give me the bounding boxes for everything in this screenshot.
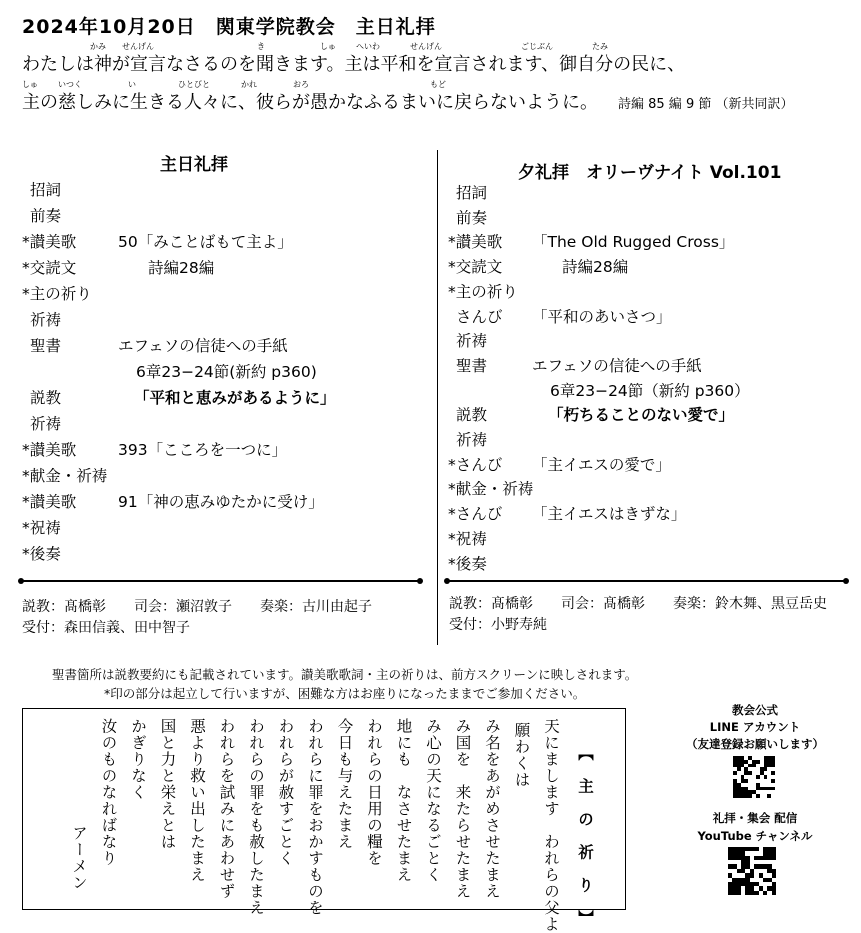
qr-module bbox=[772, 891, 776, 895]
sunday-item-label: 招詞 bbox=[30, 181, 62, 199]
line-name: LINE アカウント bbox=[709, 720, 801, 734]
ruby: へいわ bbox=[356, 42, 380, 51]
evening-item-label: 招詞 bbox=[456, 184, 488, 202]
lords-prayer-line: われらの日用の糧を bbox=[365, 718, 383, 867]
lords-prayer-line: アーメン bbox=[70, 825, 88, 891]
evening-staff-line2: 受付：小野寿純 bbox=[449, 617, 547, 633]
ruby: ごじぶん bbox=[521, 42, 553, 51]
youtube-title: 礼拝・集会 配信 bbox=[712, 811, 798, 825]
lords-prayer-line: 悪より救い出したまえ bbox=[188, 718, 206, 883]
lords-prayer-heading: 【 主 の 祈 り 】 bbox=[576, 745, 594, 927]
lords-prayer-line: かぎりなく bbox=[129, 718, 147, 801]
sunday-item-value: 詩編28編 bbox=[148, 259, 215, 277]
separator-dot bbox=[18, 578, 24, 584]
sunday-item-label: 祈祷 bbox=[30, 415, 62, 433]
ruby: いつく bbox=[58, 80, 82, 89]
qr-module bbox=[752, 764, 756, 768]
ruby: せんげん bbox=[410, 42, 442, 51]
ruby: しゅ bbox=[22, 80, 38, 89]
sunday-item-label: *讃美歌 bbox=[22, 233, 77, 251]
qr-module bbox=[754, 891, 758, 895]
lords-prayer-line: われらの罪をも赦したまえ bbox=[247, 718, 265, 916]
evening-item-label: *献金・祈祷 bbox=[448, 480, 534, 499]
qr-module bbox=[733, 771, 737, 775]
evening-item-label: *祝祷 bbox=[448, 529, 487, 548]
evening-item-label: 前奏 bbox=[456, 208, 488, 227]
evening-separator bbox=[448, 580, 846, 582]
evening-title: 夕礼拝 オリーヴナイト Vol.101 bbox=[518, 163, 782, 183]
note-line-2: *印の部分は起立して行いますが、困難な方はお座りになったままでご参加ください。 bbox=[104, 686, 586, 701]
lords-prayer-line: み心の天になるごとく bbox=[424, 718, 442, 883]
evening-item-value: 「The Old Rugged Cross」 bbox=[532, 233, 735, 252]
page-title: 2024年10月20日 関東学院教会 主日礼拝 bbox=[22, 16, 436, 38]
lords-prayer-line: み国を 来たらせたまえ bbox=[453, 718, 472, 900]
evening-item-label: 説教 bbox=[456, 406, 488, 425]
lords-prayer-line: み名をあがめさせたまえ bbox=[483, 718, 501, 900]
sunday-item-value: エフェソの信徒への手紙 bbox=[118, 337, 288, 355]
note-line-1: 聖書箇所は説教要約にも記載されています。讃美歌歌詞・主の祈りは、前方スクリーンに映しされます。 bbox=[52, 667, 638, 682]
sunday-item-label: *献金・祈祷 bbox=[22, 467, 108, 485]
qr-module bbox=[771, 787, 775, 791]
line-note: （友達登録お願いします） bbox=[686, 737, 824, 751]
line-qr-code[interactable] bbox=[733, 756, 775, 798]
evening-item-label: *讃美歌 bbox=[448, 233, 503, 252]
sunday-item-label: 聖書 bbox=[30, 337, 62, 355]
ruby: せんげん bbox=[122, 42, 154, 51]
sunday-separator bbox=[22, 580, 420, 582]
qr-module bbox=[756, 775, 760, 779]
evening-staff-line1: 説教：髙橋彰 司会：髙橋彰 奏楽：鈴木舞、黒豆岳史 bbox=[449, 596, 827, 612]
separator-dot bbox=[444, 578, 450, 584]
qr-module bbox=[748, 794, 752, 798]
lords-prayer-line: 願わくは bbox=[512, 722, 531, 788]
evening-item-label: *主の祈り bbox=[448, 282, 518, 301]
qr-module bbox=[756, 760, 760, 764]
evening-item-value: エフェソの信徒への手紙 bbox=[532, 356, 702, 375]
lords-prayer-line: 汝のものなればなり bbox=[99, 718, 118, 867]
qr-module bbox=[748, 771, 752, 775]
evening-item-label: 聖書 bbox=[456, 356, 488, 375]
qr-module bbox=[756, 794, 760, 798]
qr-module bbox=[771, 779, 775, 783]
sunday-item-value: 50「みことばもて主よ」 bbox=[118, 233, 293, 251]
lords-prayer-line: われらが赦すごとく bbox=[276, 718, 295, 867]
separator-dot bbox=[843, 578, 849, 584]
sunday-item-label: *祝祷 bbox=[22, 519, 61, 537]
lords-prayer-line: 国と力と栄えとは bbox=[158, 718, 177, 850]
evening-item-label: *さんび bbox=[448, 505, 503, 524]
evening-item-label: 祈祷 bbox=[456, 332, 488, 351]
evening-item-value: 6章23−24節（新約 p360） bbox=[550, 381, 750, 400]
ruby: かれ bbox=[241, 80, 257, 89]
evening-item-value: 「主イエスの愛で」 bbox=[532, 455, 671, 474]
sunday-item-label: *主の祈り bbox=[22, 285, 92, 303]
lords-prayer-line: われらに罪をおかすものを bbox=[306, 718, 324, 916]
sunday-item-label: 祈祷 bbox=[30, 311, 62, 329]
lords-prayer-line: 地にも なさせたまえ bbox=[394, 718, 413, 883]
qr-module bbox=[737, 767, 741, 771]
sunday-item-label: *交読文 bbox=[22, 259, 77, 277]
qr-module bbox=[744, 779, 748, 783]
ruby: しゅ bbox=[320, 42, 336, 51]
sunday-item-label: 前奏 bbox=[30, 207, 62, 225]
evening-item-label: さんび bbox=[456, 307, 503, 326]
evening-item-label: 祈祷 bbox=[456, 431, 488, 449]
sunday-item-value: 393「こころを一つに」 bbox=[118, 441, 288, 459]
sunday-item-value: 6章23−24節(新約 p360) bbox=[136, 363, 317, 381]
qr-module bbox=[750, 873, 754, 877]
evening-item-value: 詩編28編 bbox=[562, 258, 629, 277]
evening-item-value: 「平和のあいさつ」 bbox=[532, 307, 672, 326]
sunday-item-value: 91「神の恵みゆたかに受け」 bbox=[118, 493, 324, 511]
ruby: もど bbox=[430, 80, 446, 89]
sunday-item-label: *讃美歌 bbox=[22, 441, 77, 459]
sunday-item-label: *後奏 bbox=[22, 545, 61, 563]
qr-module bbox=[764, 767, 768, 771]
youtube-name: YouTube チャンネル bbox=[697, 829, 813, 843]
qr-module bbox=[771, 764, 775, 768]
ruby: かみ bbox=[90, 42, 106, 51]
sunday-title: 主日礼拝 bbox=[160, 155, 228, 175]
qr-module bbox=[772, 856, 776, 860]
column-divider bbox=[437, 150, 438, 645]
evening-item-value: 「朽ちることのない愛で」 bbox=[548, 406, 735, 425]
evening-item-label: *後奏 bbox=[448, 554, 487, 573]
qr-module bbox=[771, 771, 775, 775]
evening-item-value: 「主イエスはきずな」 bbox=[532, 505, 687, 524]
separator-dot bbox=[417, 578, 423, 584]
line-title: 教会公式 bbox=[732, 703, 778, 717]
qr-module bbox=[772, 873, 776, 877]
evening-item-label: *さんび bbox=[448, 455, 503, 474]
sunday-item-value: 「平和と恵みがあるように」 bbox=[134, 389, 336, 407]
ruby: い bbox=[128, 80, 136, 89]
qr-module bbox=[763, 891, 767, 895]
ruby: ひとびと bbox=[178, 80, 210, 89]
ruby: おろ bbox=[293, 80, 309, 89]
sunday-item-label: *讃美歌 bbox=[22, 493, 77, 511]
sunday-staff-line2: 受付：森田信義、田中智子 bbox=[22, 620, 190, 636]
verse-line-1: わたしは神が宣言なさるのを聞きます。主は平和を宣言されます、御自分の民に、 bbox=[22, 54, 686, 75]
sunday-item-label: 説教 bbox=[30, 389, 62, 407]
lords-prayer-line: われらを試みにあわせず bbox=[217, 718, 236, 900]
lords-prayer-line: 今日も与えたまえ bbox=[335, 718, 354, 850]
ruby: たみ bbox=[592, 42, 608, 51]
ruby: き bbox=[257, 42, 265, 51]
youtube-qr-code[interactable] bbox=[728, 847, 776, 895]
qr-module bbox=[737, 891, 741, 895]
qr-module bbox=[754, 847, 758, 851]
verse-citation: 詩編 85 編 9 節 （新共同訳） bbox=[618, 97, 794, 112]
sunday-staff-line1: 説教：髙橋彰 司会：瀬沼敦子 奏楽：古川由起子 bbox=[22, 599, 372, 615]
qr-module bbox=[767, 794, 771, 798]
verse-line-2: 主の慈しみに生きる人々に、彼らが愚かなふるまいに戻らないように。 bbox=[22, 92, 598, 113]
qr-module bbox=[764, 775, 768, 779]
evening-item-label: *交読文 bbox=[448, 258, 503, 277]
lords-prayer-line: 天にまします われらの父よ bbox=[542, 718, 560, 933]
